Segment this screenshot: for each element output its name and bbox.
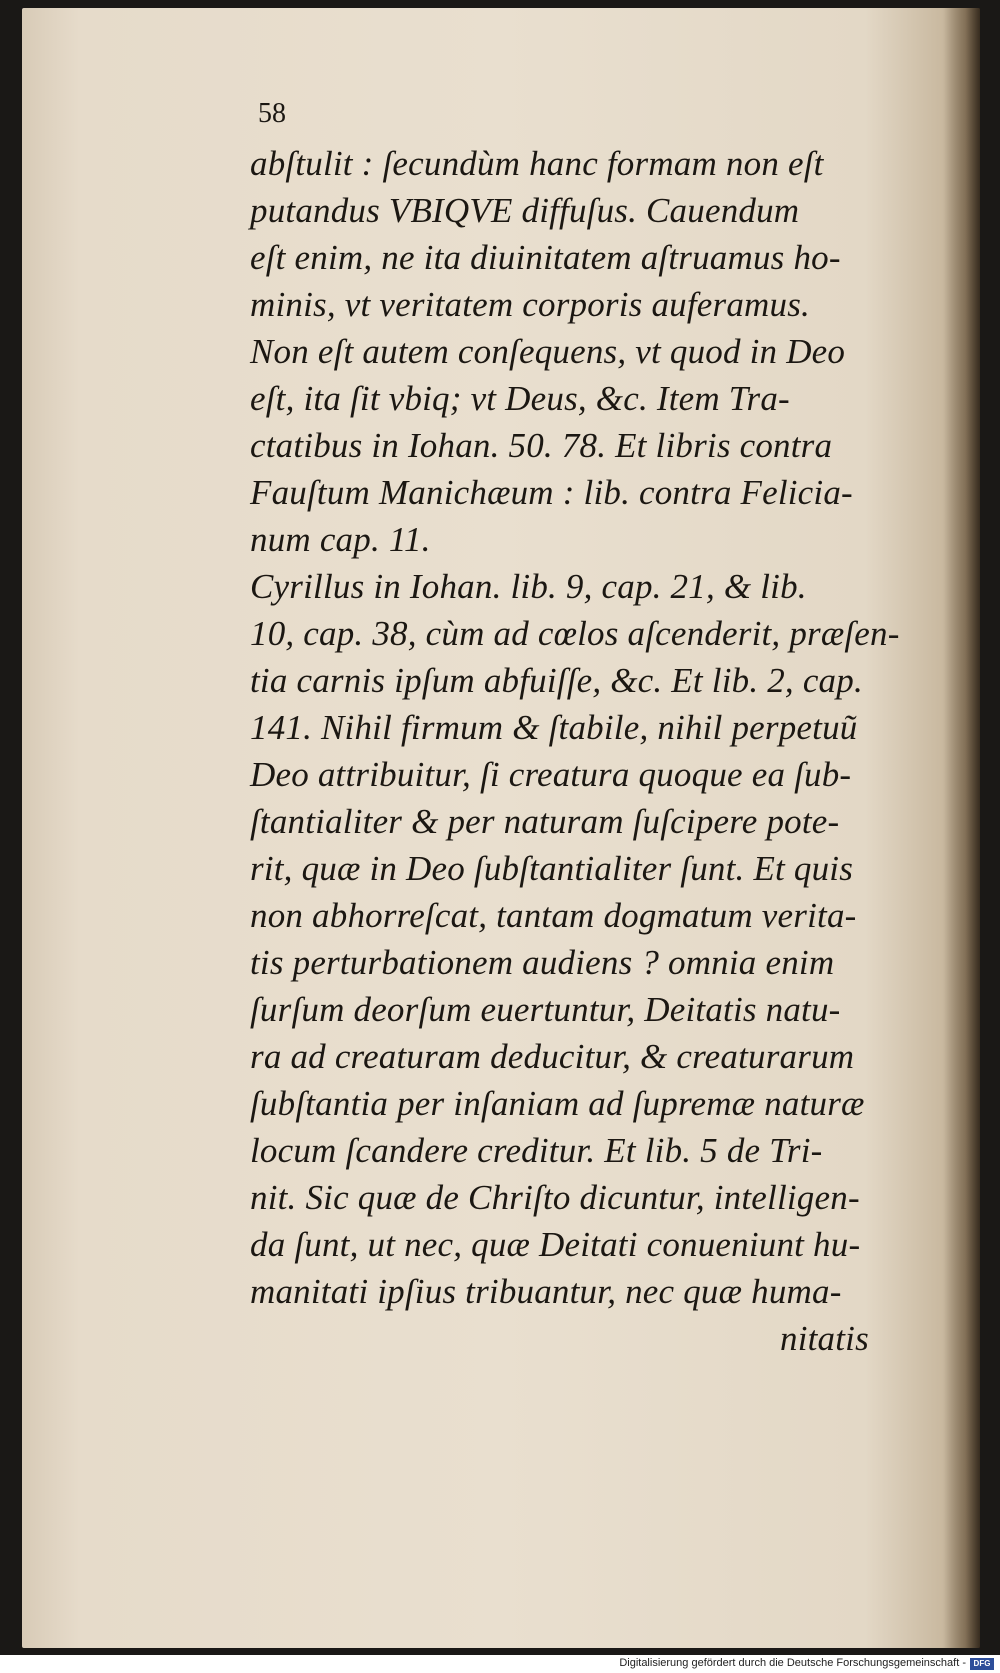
page-number: 58 bbox=[258, 98, 286, 129]
funding-credit: Digitalisierung gefördert durch die Deutsche Forschungsgemeinschaft - bbox=[619, 1657, 966, 1669]
dfg-logo-icon: DFG bbox=[970, 1658, 994, 1670]
text-line: non abhorreſcat, tantam dogmatum verita- bbox=[250, 896, 857, 935]
text-line: 10, cap. 38, cùm ad cœlos aſcenderit, præſen- bbox=[250, 614, 900, 653]
page-edge-shadow bbox=[944, 8, 980, 1648]
text-line: locum ſcandere creditur. Et lib. 5 de Tri- bbox=[250, 1131, 823, 1170]
text-line: nit. Sic quæ de Chriſto dicuntur, intelligen- bbox=[250, 1178, 860, 1217]
text-line: 141. Nihil firmum & ſtabile, nihil perpetuũ bbox=[250, 708, 858, 747]
text-line: ſurſum deorſum euertuntur, Deitatis natu- bbox=[250, 990, 841, 1029]
text-line: ſtantialiter & per naturam ſuſcipere pote- bbox=[250, 802, 840, 841]
text-line: rit, quæ in Deo ſubſtantialiter ſunt. Et quis bbox=[250, 849, 854, 888]
catchword: nitatis bbox=[780, 1319, 869, 1358]
text-line: num cap. 11. bbox=[250, 520, 431, 559]
text-line: tis perturbationem audiens ? omnia enim bbox=[250, 943, 835, 982]
text-line: ſubſtantia per inſaniam ad ſupremæ naturæ bbox=[250, 1084, 865, 1123]
text-line: ctatibus in Iohan. 50. 78. Et libris contra bbox=[250, 426, 833, 465]
text-line: Deo attribuitur, ſi creatura quoque ea ſub- bbox=[250, 755, 852, 794]
text-line: manitati ipſius tribuantur, nec quæ huma- bbox=[250, 1272, 842, 1311]
text-line: minis, vt veritatem corporis auferamus. bbox=[250, 285, 810, 324]
text-line: Cyrillus in Iohan. lib. 9, cap. 21, & lib. bbox=[250, 567, 807, 606]
text-line: eſt enim, ne ita diuinitatem aſtruamus ho- bbox=[250, 238, 841, 277]
text-line: ra ad creaturam deducitur, & creaturarum bbox=[250, 1037, 855, 1076]
text-line: tia carnis ipſum abfuiſſe, &c. Et lib. 2, cap. bbox=[250, 661, 863, 700]
text-line: abſtulit : ſecundùm hanc formam non eſt bbox=[250, 144, 824, 183]
footer-bar bbox=[0, 1655, 1000, 1673]
text-line: Fauſtum Manichæum : lib. contra Felicia- bbox=[250, 473, 853, 512]
text-line: da ſunt, ut nec, quæ Deitati conueniunt hu- bbox=[250, 1225, 861, 1264]
text-line: eſt, ita ſit vbiq; vt Deus, &c. Item Tra- bbox=[250, 379, 790, 418]
text-line: Non eſt autem conſequens, vt quod in Deo bbox=[250, 332, 846, 371]
text-line: putandus VBIQVE diffuſus. Cauendum bbox=[250, 191, 800, 230]
